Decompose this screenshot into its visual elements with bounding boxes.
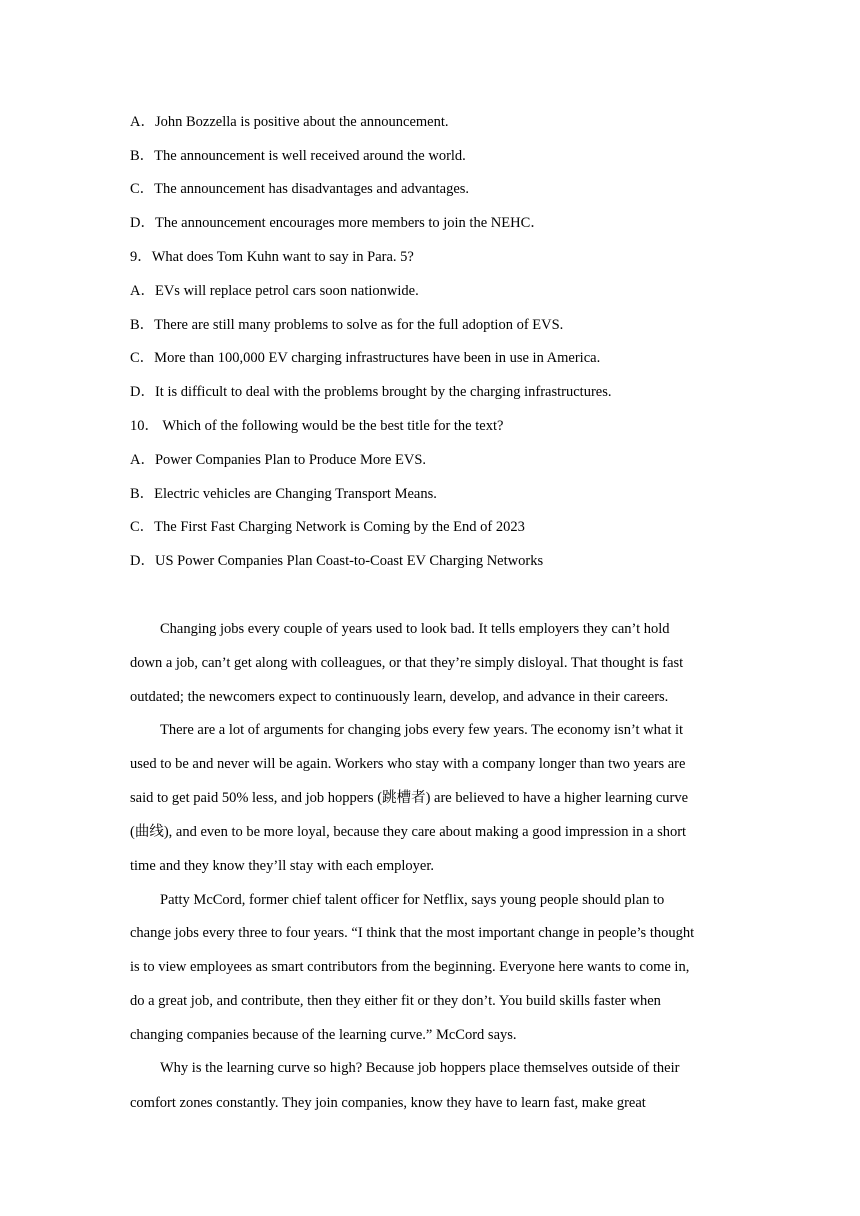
passage-p2-line: There are a lot of arguments for changing jobs every few years. The economy isn’t what it: [160, 722, 684, 738]
q8-option-b: B．The announcement is well received around the world.: [130, 148, 466, 164]
passage-p1-line: down a job, can’t get along with colleagues, or that they’re simply disloyal. That thought is fast: [130, 655, 684, 671]
q8-option-c: C．The announcement has disadvantages and advantages.: [130, 181, 470, 197]
passage-p4-line: comfort zones constantly. They join companies, know they have to learn fast, make great: [130, 1095, 646, 1111]
passage-p3-line: do a great job, and contribute, then they either fit or they don’t. You build skills faster when: [130, 993, 661, 1009]
q10-option-a: A．Power Companies Plan to Produce More EVS.: [130, 452, 427, 468]
q8-option-a: A．John Bozzella is positive about the announcement.: [130, 114, 449, 130]
q9-option-c: C．More than 100,000 EV charging infrastructures have been in use in America.: [130, 350, 601, 366]
q9-option-b: B．There are still many problems to solve as for the full adoption of EVS.: [130, 317, 564, 333]
passage-p1-line: Changing jobs every couple of years used to look bad. It tells employers they can’t hold: [160, 621, 670, 637]
q9-option-d: D．It is difficult to deal with the problems brought by the charging infrastructures.: [130, 384, 612, 400]
passage-p4-line: Why is the learning curve so high? Because job hoppers place themselves outside of their: [160, 1060, 680, 1076]
passage-p2-line: time and they know they’ll stay with each employer.: [130, 858, 435, 874]
q9-stem: 9．What does Tom Kuhn want to say in Para. 5?: [130, 249, 414, 265]
passage-p3-line: changing companies because of the learning curve.” McCord says.: [130, 1027, 517, 1043]
q10-option-d: D．US Power Companies Plan Coast-to-Coast EV Charging Networks: [130, 553, 544, 569]
passage-p1-line: outdated; the newcomers expect to continuously learn, develop, and advance in their careers.: [130, 689, 669, 705]
passage-p2-line: used to be and never will be again. Workers who stay with a company longer than two years are: [130, 756, 686, 772]
passage-p2-line: said to get paid 50% less, and job hoppers (跳槽者) are believed to have a higher learning curve: [130, 790, 689, 806]
passage-p3-line: is to view employees as smart contributors from the beginning. Everyone here wants to come in,: [130, 959, 690, 975]
q8-option-d: D．The announcement encourages more members to join the NEHC．: [130, 215, 545, 231]
passage-p3-line: change jobs every three to four years. “I think that the most important change in people’s thought: [130, 925, 695, 941]
q10-option-b: B．Electric vehicles are Changing Transport Means.: [130, 486, 437, 502]
passage-p3-line: Patty McCord, former chief talent officer for Netflix, says young people should plan to: [160, 892, 665, 908]
passage-p2-line: (曲线), and even to be more loyal, because they care about making a good impression in a short: [130, 824, 687, 840]
q9-option-a: A．EVs will replace petrol cars soon nationwide.: [130, 283, 419, 299]
q10-option-c: C．The First Fast Charging Network is Coming by the End of 2023: [130, 519, 525, 535]
q10-stem: 10． Which of the following would be the best title for the text?: [130, 418, 504, 434]
